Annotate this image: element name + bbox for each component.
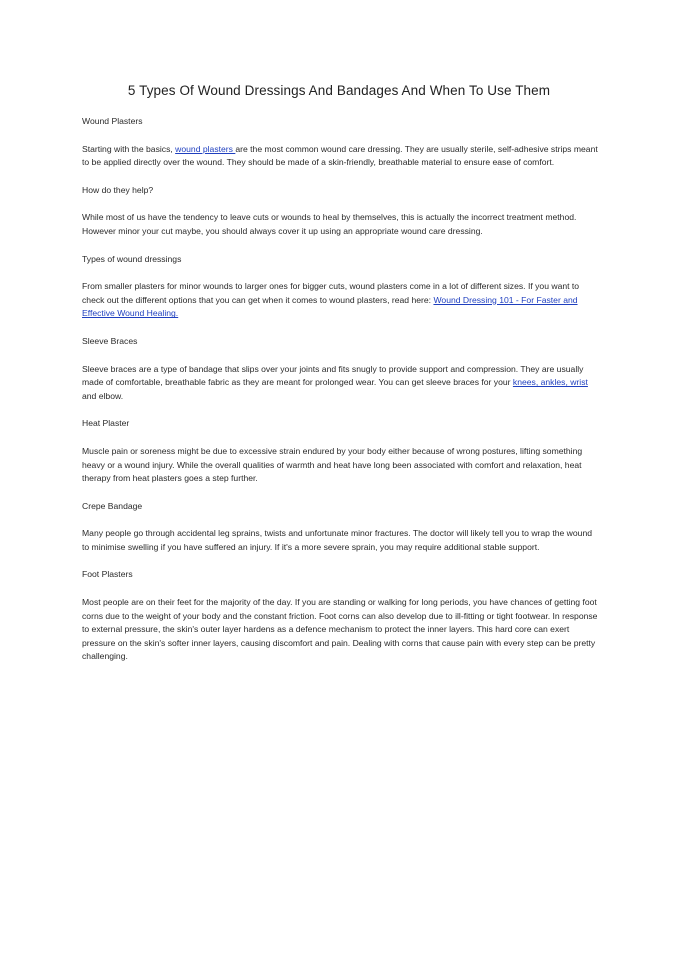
paragraph-crepe-bandage: Many people go through accidental leg sprains, twists and unfortunate minor fractures. The doctor will likely tell you to wrap the wound to minimise swelling if you have suffered an injury. If it's a more severe sprain, you may require additional stable support. (82, 528, 593, 552)
wound-plasters-link[interactable]: wound plasters (175, 143, 236, 154)
heading-sleeve-braces: Sleeve Braces (82, 335, 138, 346)
knees-ankles-wrist-link[interactable]: knees, ankles, wrist (512, 377, 588, 388)
heading-heat-plaster: Heat Plaster (82, 418, 130, 429)
paragraph-text: Sleeve braces are a type of bandage that slips over your joints and fits snugly to provide support and compression. They are usually made of comfortable, breathable fabric as they are meant for prolonged wear. You can get sleeve braces for your (82, 363, 584, 388)
paragraph-wound-plasters (82, 143, 598, 170)
paragraph-text: Starting with the basics, (82, 143, 176, 154)
heading-types: Types of wound dressings (82, 253, 182, 264)
heading-foot-plasters: Foot Plasters (82, 569, 133, 580)
paragraph-sleeve-braces (82, 363, 598, 404)
paragraph-heat-plaster: Muscle pain or soreness might be due to excessive strain endured by your body either because of wrong postures, lifting something heavy or a wound injury. While the overall qualities of warmth and heat have long been associated with comfort and relaxation, heat therapy from heat plasters goes a step further. (82, 445, 583, 484)
page-title: 5 Types Of Wound Dressings And Bandages And When To Use Them (127, 83, 551, 98)
paragraph-foot-plasters: Most people are on their feet for the majority of the day. If you are standing or walking for long periods, you have chances of getting foot corns due to the weight of your body and the constant friction. Foot corns can also develop due to ill-fitting or tight footwear. In response to external pressure, the skin's outer layer hardens as a defence mechanism to protect the inner layers. This hard core can exert pressure on the skin's softer inner layers, causing discomfort and pain. Dealing with corns that cause pain with every step can be pretty challenging. (82, 597, 598, 662)
heading-how-help: How do they help? (82, 184, 154, 195)
paragraph-text: are the most common wound care dressing. They are usually sterile, self-adhesive strips meant to be applied directly over the wound. They should be made of a skin-friendly, breathable material to ensure ease of comfort. (82, 143, 598, 168)
wound-dressing-101-link[interactable]: Wound Dressing 101 - For Faster and Effective Wound Healing. (82, 294, 578, 319)
paragraph-types (82, 280, 598, 321)
heading-wound-plasters: Wound Plasters (82, 116, 143, 126)
document-body (82, 115, 598, 678)
paragraph-text: and elbow. (82, 390, 124, 401)
heading-crepe-bandage: Crepe Bandage (82, 500, 143, 511)
paragraph-text: From smaller plasters for minor wounds to larger ones for bigger cuts, wound plasters come in a lot of different sizes. If you want to check out the different options that you can get when it comes to wound plasters, read here: (82, 281, 580, 305)
paragraph-how-help: While most of us have the tendency to leave cuts or wounds to heal by themselves, this is actually the incorrect treatment method. However minor your cut maybe, you should always cover it up using an appropriate wound care dressing. (82, 212, 577, 236)
